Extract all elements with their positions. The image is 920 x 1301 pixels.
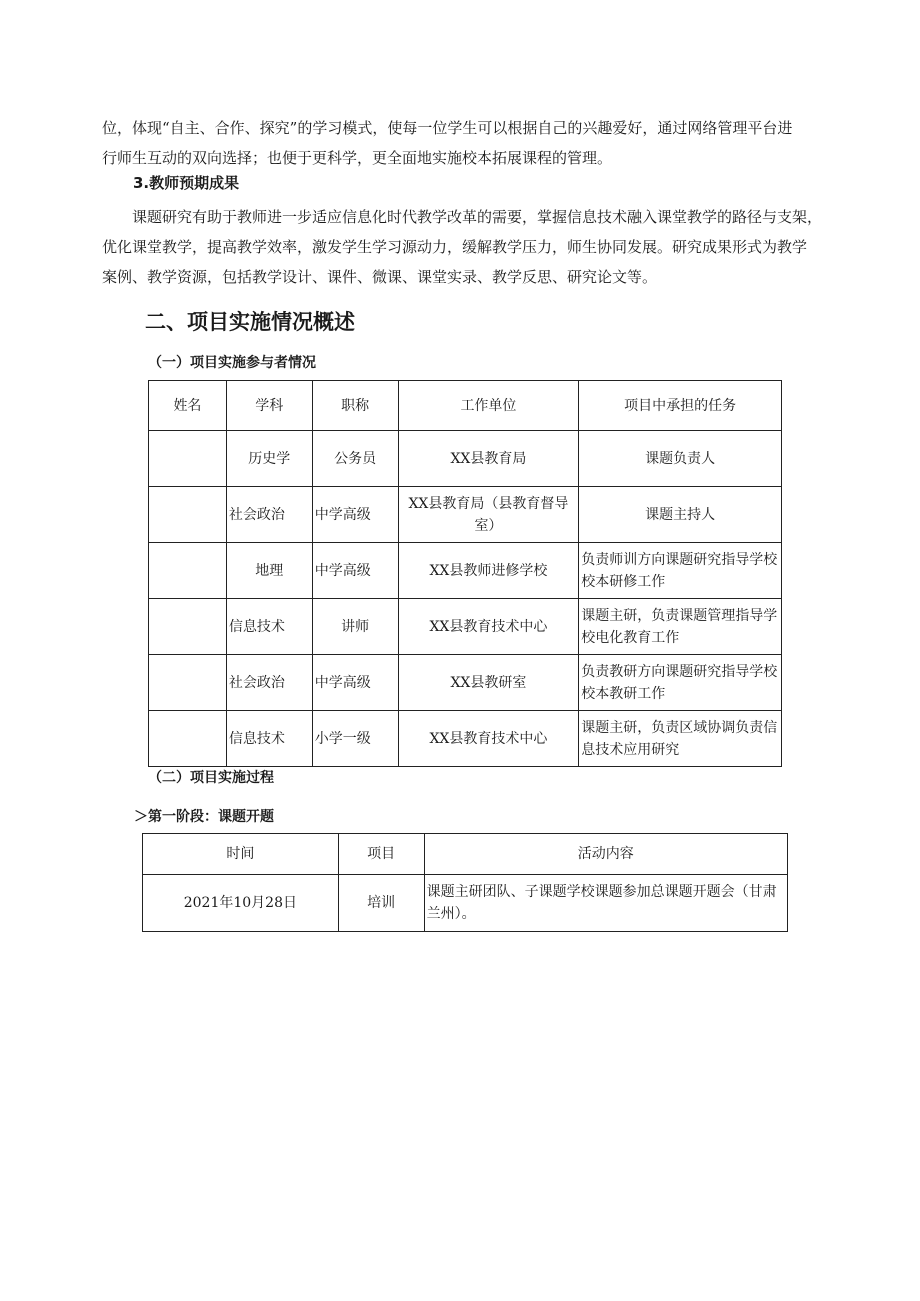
stage-1-heading: ＞第一阶段：课题开题 <box>134 809 274 825</box>
participants-heading: （一）项目实施参与者情况 <box>148 355 316 371</box>
table-row <box>143 875 788 932</box>
participants-table <box>148 380 782 767</box>
table-row <box>149 599 782 655</box>
section-3-paragraph <box>102 202 823 292</box>
cell-workplace: XX县教育技术中心 <box>398 599 579 655</box>
participants-header-row <box>149 381 782 431</box>
header-subject: 学科 <box>226 381 312 431</box>
cell-title: 中学高级 <box>312 655 398 711</box>
header-task: 项目中承担的任务 <box>579 381 782 431</box>
stage-1-header-row <box>143 834 788 875</box>
header-title: 职称 <box>312 381 398 431</box>
cell-subject: 社会政治 <box>226 487 312 543</box>
part-2-heading: 二、项目实施情况概述 <box>145 310 355 334</box>
cell-task: 课题主持人 <box>579 487 782 543</box>
cell-subject: 社会政治 <box>226 655 312 711</box>
cell-task: 负责教研方向课题研究指导学校校本教研工作 <box>579 655 782 711</box>
intro-line-1: 位，体现“自主、合作、探究”的学习模式，使每一位学生可以根据自己的兴趣爱好，通过网络管理平台进 <box>102 119 793 137</box>
cell-task: 负责师训方向课题研究指导学校校本研修工作 <box>579 543 782 599</box>
table-row <box>149 655 782 711</box>
header-name: 姓名 <box>149 381 227 431</box>
cell-workplace: XX县教育技术中心 <box>398 711 579 767</box>
cell-title: 小学一级 <box>312 711 398 767</box>
cell-name <box>149 655 227 711</box>
cell-name <box>149 431 227 487</box>
cell-title: 公务员 <box>312 431 398 487</box>
section-3-line-3: 案例、教学资源，包括教学设计、课件、微课、课堂实录、教学反思、研究论文等。 <box>102 268 658 286</box>
section-3-line-2: 优化课堂教学，提高教学效率，激发学生学习源动力，缓解教学压力，师生协同发展。研究成果形式为教学 <box>102 238 808 256</box>
cell-title: 讲师 <box>312 599 398 655</box>
section-3-heading: 3.教师预期成果 <box>133 174 240 192</box>
table-row <box>149 543 782 599</box>
cell-name <box>149 599 227 655</box>
header-workplace: 工作单位 <box>398 381 579 431</box>
cell-subject: 信息技术 <box>226 599 312 655</box>
cell-name <box>149 487 227 543</box>
header-item: 项目 <box>338 834 424 875</box>
cell-name <box>149 711 227 767</box>
header-activity: 活动内容 <box>424 834 787 875</box>
table-row <box>149 431 782 487</box>
cell-task: 课题主研，负责区域协调负责信息技术应用研究 <box>579 711 782 767</box>
section-3-line-1: 课题研究有助于教师进一步适应信息化时代教学改革的需要，掌握信息技术融入课堂教学的路径与支架， <box>132 208 823 226</box>
cell-workplace: XX县教育局（县教育督导室） <box>398 487 579 543</box>
intro-line-2: 行师生互动的双向选择；也便于更科学，更全面地实施校本拓展课程的管理。 <box>102 149 613 167</box>
cell-task: 课题主研，负责课题管理指导学校电化教育工作 <box>579 599 782 655</box>
cell-activity: 课题主研团队、子课题学校课题参加总课题开题会（甘肃兰州）。 <box>424 875 787 932</box>
cell-subject: 历史学 <box>226 431 312 487</box>
intro-paragraph <box>102 113 810 173</box>
cell-workplace: XX县教研室 <box>398 655 579 711</box>
cell-name <box>149 543 227 599</box>
header-time: 时间 <box>143 834 339 875</box>
table-row <box>149 487 782 543</box>
table-row <box>149 711 782 767</box>
cell-workplace: XX县教育局 <box>398 431 579 487</box>
cell-workplace: XX县教师进修学校 <box>398 543 579 599</box>
cell-item: 培训 <box>338 875 424 932</box>
cell-time: 2021年10月28日 <box>143 875 339 932</box>
cell-title: 中学高级 <box>312 487 398 543</box>
cell-task: 课题负责人 <box>579 431 782 487</box>
cell-subject: 地理 <box>226 543 312 599</box>
cell-subject: 信息技术 <box>226 711 312 767</box>
stage-1-table <box>142 833 788 932</box>
cell-title: 中学高级 <box>312 543 398 599</box>
process-heading: （二）项目实施过程 <box>148 770 274 786</box>
